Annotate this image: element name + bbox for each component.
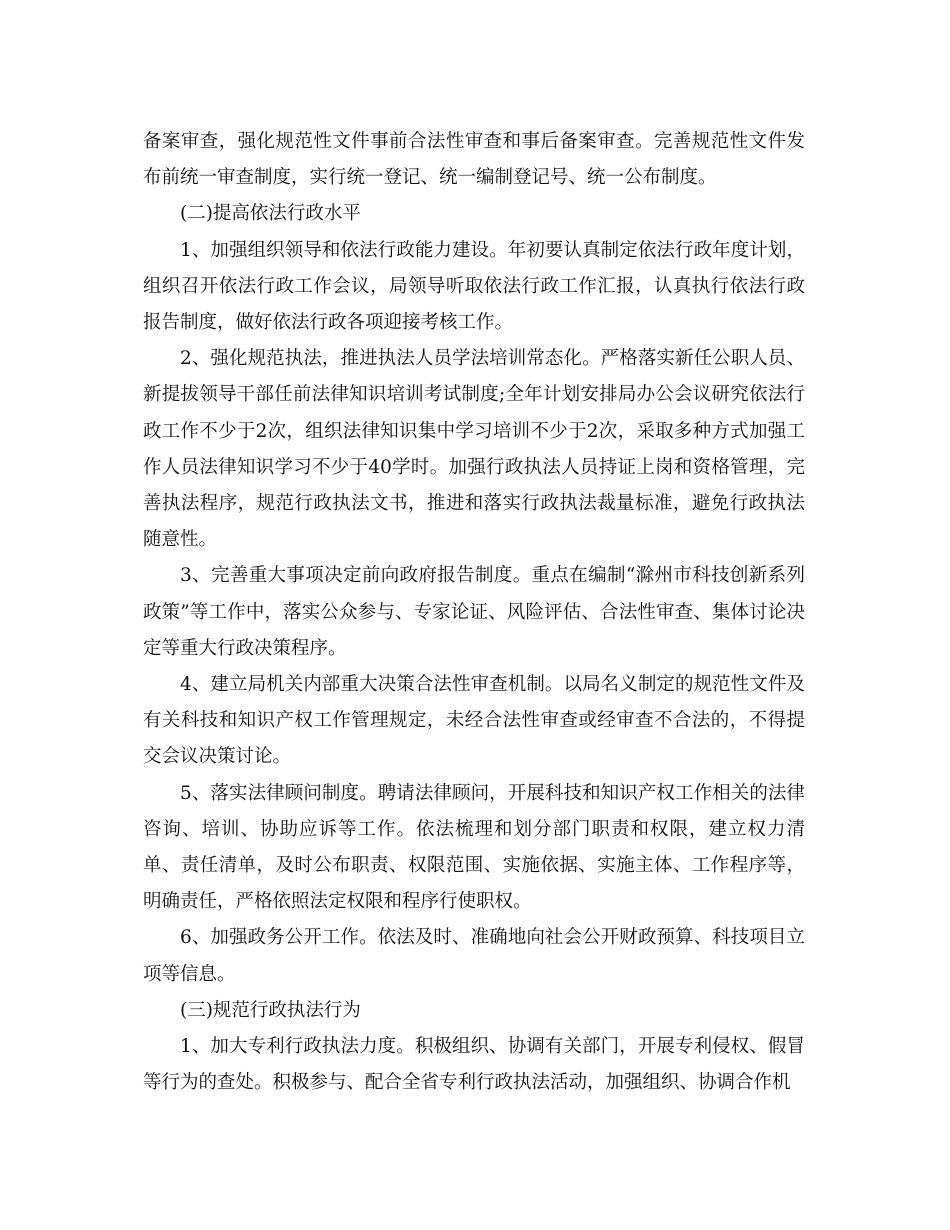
section-heading-3: (三)规范行政执法行为 bbox=[180, 999, 361, 1021]
paragraph-item-6: 6、加强政务公开工作。依法及时、准确地向社会公开财政预算、科技项目立项等信息。 bbox=[143, 927, 805, 985]
paragraph-item-3: 3、完善重大事项决定前向政府报告制度。重点在编制“滁州市科技创新系列政策”等工作中，落实公众参与、专家论证、风险评估、合法性审查、集体讨论决定等重大行政决策程序。 bbox=[143, 565, 805, 659]
paragraph-item-1: 1、加强组织领导和依法行政能力建设。年初要认真制定依法行政年度计划，组织召开依法行政工作会议，局领导听取依法行政工作汇报，认真执行依法行政报告制度，做好依法行政各项迎接考核工作。 bbox=[143, 239, 805, 334]
document-body bbox=[143, 124, 805, 1101]
paragraph-item-5: 5、落实法律顾问制度。聘请法律顾问，开展科技和知识产权工作相关的法律咨询、培训、协助应诉等工作。依法梳理和划分部门职责和权限，建立权力清单、责任清单，及时公布职责、权限范围、实施依据、实施主体、工作程序等，明确责任，严格依照法定权限和程序行使职权。 bbox=[143, 782, 805, 913]
paragraph-continuation: 备案审查，强化规范性文件事前合法性审查和事后备案审查。完善规范性文件发布前统一审查制度，实行统一登记、统一编制登记号、统一公布制度。 bbox=[143, 131, 805, 189]
section-heading-2: (二)提高依法行政水平 bbox=[180, 203, 361, 225]
paragraph-item-1-section-3: 1、加大专利行政执法力度。积极组织、协调有关部门，开展专利侵权、假冒等行为的查处。积极参与、配合全省专利行政执法活动，加强组织、协调合作机 bbox=[143, 1036, 805, 1094]
paragraph-item-2: 2、强化规范执法，推进执法人员学法培训常态化。严格落实新任公职人员、新提拔领导干部任前法律知识培训考试制度;全年计划安排局办公会议研究依法行政工作不少于2次，组织法律知识集中学习培训不少于2次，采取多种方式加强工作人员法律知识学习不少于40学时。加强行政执法人员持证上岗和资格管理，完善执法程序，规范行政执法文书，推进和落实行政执法裁量标准，避免行政执法随意性。 bbox=[143, 348, 805, 551]
paragraph-item-4: 4、建立局机关内部重大决策合法性审查机制。以局名义制定的规范性文件及有关科技和知识产权工作管理规定，未经合法性审查或经审查不合法的，不得提交会议决策讨论。 bbox=[143, 674, 805, 768]
